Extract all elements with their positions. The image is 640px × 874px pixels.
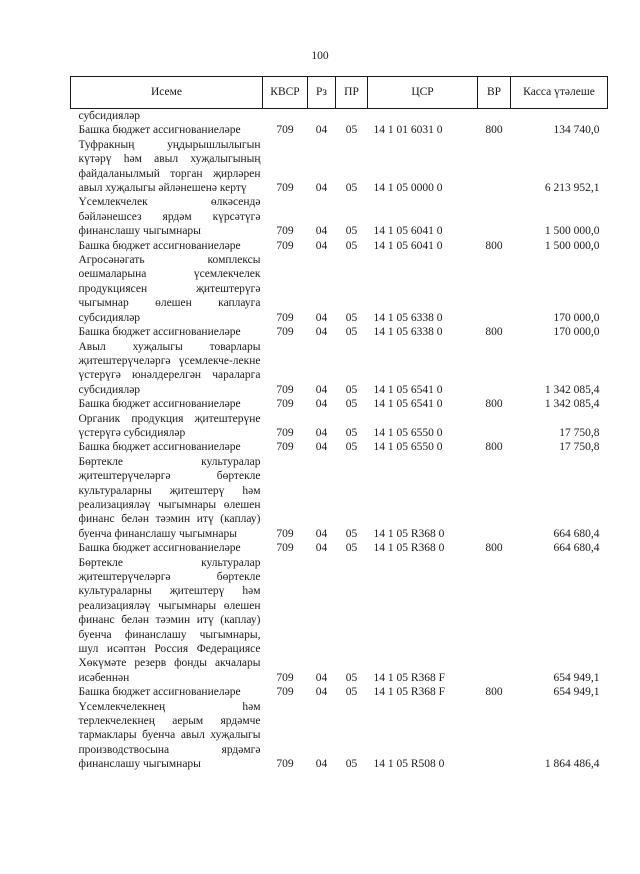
cell-pr: 05 [345,441,358,454]
cell-name: Органик продукция җитештерүне үстерүгә субсидияләр [78,412,261,439]
header-vr: ВР [478,77,511,109]
table-row [71,685,608,699]
cell-kvsr: 709 [276,441,294,454]
table-row [71,325,608,339]
cell-name: субсидияләр [78,110,141,122]
cell-pr: 05 [345,311,358,324]
cell-pr: 05 [345,239,358,252]
table-row [71,123,608,137]
table-row [71,700,608,772]
page-number: 100 [311,50,329,62]
table-body [71,109,608,772]
cell-name: Агросәнәгать комплексы оешмаларына үсемлекчелек продукциясен җитештерүгә чыгымнар өлешен каплауга субсидияләр [78,254,261,324]
cell-rz: 04 [315,225,328,238]
header-name: Исеме [71,77,263,109]
table-row [71,239,608,253]
cell-csr: 14 1 05 6541 0 [373,383,443,396]
cell-name: Бөртекле культуралар җитештерүчеләргә бөртекле культураларны җитештерү һәм реализацияләү чыгымнары өлешен финанс белән тәэмин итү (каплау) буенча финанслашу чыгымнары [78,455,261,540]
cell-pr: 05 [345,383,358,396]
table-row [71,541,608,555]
cell-rz: 04 [315,311,328,324]
cell-vr [478,253,511,325]
cell-vr [478,340,511,398]
cell-vr [478,556,511,686]
cell-rz: 04 [315,182,328,195]
cell-kassa: 1 500 000,0 [544,225,600,238]
cell-pr: 05 [345,182,358,195]
cell-pr: 05 [345,542,358,555]
cell-kassa: 170 000,0 [553,326,600,339]
cell-kassa: 17 750,8 [559,441,600,454]
cell-csr: 14 1 05 0000 0 [373,182,443,195]
cell-vr [478,412,511,441]
cell-kassa: 1 864 486,4 [544,758,600,771]
cell-rz: 04 [315,686,328,699]
header-rz: Рз [308,77,336,109]
table-row [71,455,608,541]
cell-name: Башка бюджет ассигнованиеләре [78,441,241,454]
cell-rz: 04 [315,758,328,771]
cell-pr: 05 [345,398,358,411]
cell-name: Үсемлекчелекнең һәм терлекчелекнең аерым ярдәмче тармаклары буенча авыл хуҗалыгы производствосына ярдәмгә финанслашу чыгымнары [78,700,261,771]
cell-kvsr: 709 [276,124,294,137]
cell-rz: 04 [315,527,328,540]
cell-rz: 04 [315,671,328,684]
cell-kassa: 6 213 952,1 [544,182,600,195]
cell-csr [368,109,478,124]
cell-pr: 05 [345,527,358,540]
cell-rz: 04 [315,398,328,411]
cell-kassa: 17 750,8 [559,426,600,439]
budget-table [70,76,608,772]
table-row [71,556,608,686]
cell-vr: 800 [485,542,503,555]
cell-csr: 14 1 05 R368 F [373,671,446,684]
cell-kvsr: 709 [276,239,294,252]
cell-vr: 800 [485,398,503,411]
cell-kvsr: 709 [276,686,294,699]
cell-pr: 05 [345,686,358,699]
cell-csr: 14 1 05 6550 0 [373,441,443,454]
cell-vr [478,195,511,238]
cell-name: Башка бюджет ассигнованиеләре [78,326,241,339]
cell-kassa: 170 000,0 [553,311,600,324]
cell-rz: 04 [315,426,328,439]
table-row [71,109,608,124]
cell-name: Туфракның уңдырышлылыгын күтәрү һәм авыл хуҗалыгының файдаланылмый торган җирләрен авыл хуҗалыгы әйләнешенә кертү [78,138,261,195]
cell-csr: 14 1 05 6338 0 [373,326,443,339]
cell-vr: 800 [485,239,503,252]
cell-vr: 800 [485,686,503,699]
cell-csr: 14 1 05 R368 0 [373,527,445,540]
table-header-row [71,77,608,109]
cell-kassa: 664 680,4 [553,542,600,555]
cell-kvsr: 709 [276,383,294,396]
cell-vr: 800 [485,441,503,454]
cell-name: Бөртекле культуралар җитештерүчеләргә бөртекле культураларны җитештерү һәм реализацияләү чыгымнары өлешен финанс белән тәэмин итү (каплау) буенча финанслашу чыгымнары, шул исәптән Россия Федерациясе Хөкүмәте резерв фонды акчалары исәбеннән [78,556,261,684]
cell-name: Башка бюджет ассигнованиеләре [78,542,241,555]
cell-pr: 05 [345,225,358,238]
cell-csr: 14 1 05 6550 0 [373,426,443,439]
cell-rz: 04 [315,239,328,252]
cell-csr: 14 1 05 R508 0 [373,758,445,771]
cell-name: Үсемлекчелек өлкәсендә бәйләнешсез ярдәм күрсәтүгә финанслашу чыгымнары [78,196,261,238]
cell-rz: 04 [315,441,328,454]
cell-pr: 05 [345,326,358,339]
cell-kvsr: 709 [276,426,294,439]
cell-name: Башка бюджет ассигнованиеләре [78,124,241,137]
cell-kassa: 1 500 000,0 [544,239,600,252]
table-row [71,253,608,325]
cell-kvsr: 709 [276,758,294,771]
cell-vr [478,109,511,124]
cell-kvsr [263,109,308,124]
cell-pr: 05 [345,124,358,137]
table-row [71,397,608,411]
cell-kvsr: 709 [276,326,294,339]
header-csr: ЦСР [368,77,478,109]
cell-kvsr: 709 [276,398,294,411]
table-row [71,440,608,454]
cell-pr [336,109,368,124]
cell-kvsr: 709 [276,182,294,195]
cell-rz [308,109,336,124]
cell-vr [478,455,511,541]
cell-kvsr: 709 [276,527,294,540]
header-pr: ПР [336,77,368,109]
header-kassa: Касса үтәлеше [511,77,608,109]
cell-vr [478,700,511,772]
cell-vr [478,138,511,196]
cell-kassa: 1 342 085,4 [544,383,600,396]
cell-rz: 04 [315,542,328,555]
header-kvsr: КВСР [263,77,308,109]
table-row [71,412,608,441]
cell-kassa: 654 949,1 [553,686,600,699]
cell-csr: 14 1 05 6041 0 [373,239,443,252]
cell-csr: 14 1 05 R368 F [373,686,446,699]
cell-csr: 14 1 05 6541 0 [373,398,443,411]
cell-pr: 05 [345,426,358,439]
cell-pr: 05 [345,758,358,771]
cell-name: Авыл хуҗалыгы товарлары җитештерүчеләргә үсемлекче-лекне үстерүгә юнәлдерелгән чараларга субсидияләр [78,340,261,396]
cell-vr: 800 [485,326,503,339]
cell-kvsr: 709 [276,542,294,555]
cell-csr: 14 1 05 R368 0 [373,542,445,555]
cell-kassa [511,109,608,124]
cell-rz: 04 [315,383,328,396]
cell-csr: 14 1 05 6338 0 [373,311,443,324]
cell-name: Башка бюджет ассигнованиеләре [78,239,241,252]
table-row [71,195,608,238]
cell-rz: 04 [315,124,328,137]
cell-kassa: 654 949,1 [553,671,600,684]
cell-kassa: 1 342 085,4 [544,398,600,411]
cell-csr: 14 1 05 6041 0 [373,225,443,238]
cell-kassa: 664 680,4 [553,527,600,540]
cell-kvsr: 709 [276,671,294,684]
cell-kvsr: 709 [276,311,294,324]
table-row [71,138,608,196]
cell-kvsr: 709 [276,225,294,238]
cell-csr: 14 1 01 6031 0 [373,124,443,137]
cell-kassa: 134 740,0 [553,124,600,137]
cell-name: Башка бюджет ассигнованиеләре [78,686,241,699]
table-row [71,340,608,398]
cell-rz: 04 [315,326,328,339]
cell-vr: 800 [485,124,503,137]
cell-pr: 05 [345,671,358,684]
cell-name: Башка бюджет ассигнованиеләре [78,398,241,411]
